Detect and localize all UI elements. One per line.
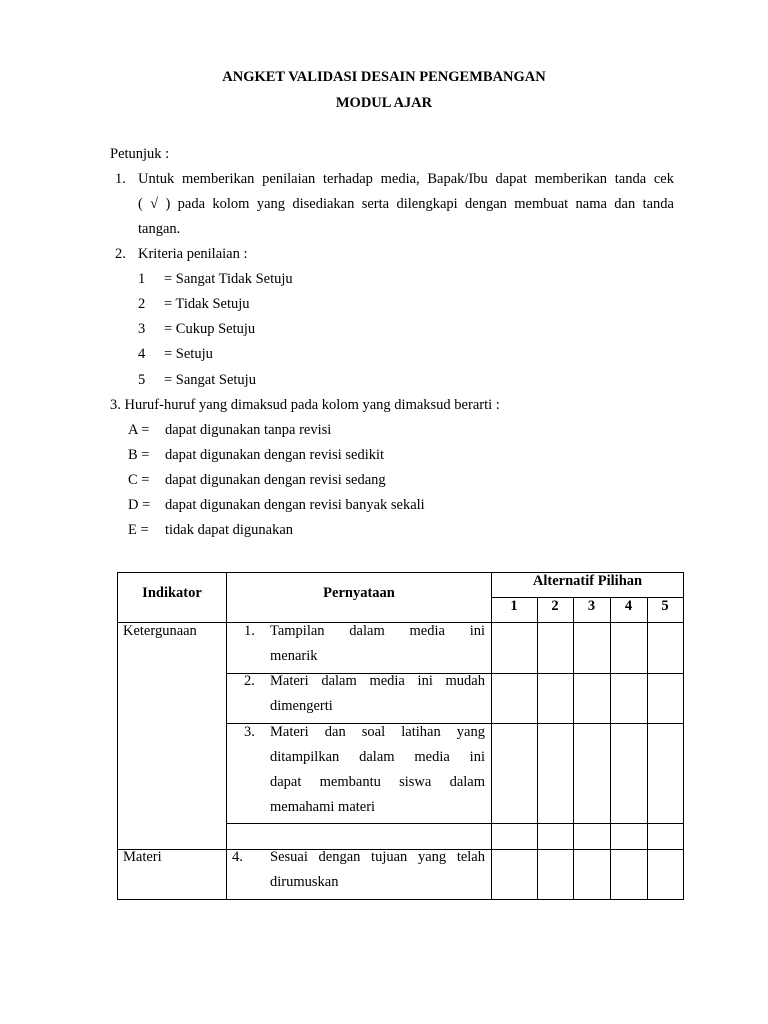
column-header-indikator: Indikator (142, 585, 202, 601)
statement-line: dapat membantu siswa dalam (270, 774, 485, 790)
instruction-1-number: 1. (115, 171, 126, 187)
statement-line: menarik (270, 648, 318, 664)
letter-text: dapat digunakan dengan revisi sedikit (165, 447, 385, 463)
letter-text: dapat digunakan tanpa revisi (165, 422, 332, 438)
criteria-number: 5 (138, 372, 146, 388)
table-rule (226, 572, 227, 900)
letter-key: C = (128, 472, 150, 488)
option-header: 3 (587, 598, 596, 614)
column-header-alternatif: Alternatif Pilihan (532, 573, 643, 589)
letter-key: E = (128, 522, 149, 538)
criteria-item (0, 270, 768, 288)
criteria-item (0, 320, 768, 338)
instruction-1-line1: Untuk memberikan penilaian terhadap media, Bapak/Ibu dapat memberikan tanda cek (138, 171, 674, 187)
statement-line: Sesuai dengan tujuan yang telah (270, 849, 485, 865)
statement-number: 2. (244, 673, 255, 689)
table-rule (647, 597, 648, 900)
table-border-bottom (117, 899, 684, 900)
statement-line: Materi dalam media ini mudah (270, 673, 485, 689)
option-header: 2 (551, 598, 559, 614)
criteria-text: = Sangat Setuju (164, 372, 256, 388)
statement-text (270, 619, 485, 669)
letter-text: dapat digunakan dengan revisi banyak sekali (165, 497, 425, 513)
criteria-text: = Sangat Tidak Setuju (164, 271, 293, 287)
criteria-text: = Setuju (164, 346, 213, 362)
document-title-line2: MODUL AJAR (335, 95, 433, 111)
table-border-left (117, 572, 118, 900)
instructions-heading: Petunjuk : (110, 146, 170, 162)
table-rule (573, 597, 574, 900)
table-border-right (683, 572, 684, 900)
statement-line: Materi dan soal latihan yang (270, 724, 485, 740)
letter-key: D = (128, 497, 151, 513)
statement-number: 3. (244, 724, 255, 740)
criteria-number: 1 (138, 271, 146, 287)
option-header: 5 (661, 598, 669, 614)
instruction-2-text: Kriteria penilaian : (138, 246, 248, 262)
criteria-item (0, 345, 768, 363)
table-rule (537, 597, 538, 900)
table-rule (491, 572, 492, 900)
statement-line: dirumuskan (270, 874, 339, 890)
statement-line: ditampilkan dalam media ini (270, 749, 485, 765)
letter-item (0, 471, 768, 489)
statement-number: 4. (232, 849, 243, 865)
table-rule (610, 597, 611, 900)
statement-number: 1. (244, 623, 255, 639)
statement-text (270, 720, 485, 820)
statement-line: memahami materi (270, 799, 376, 815)
letter-key: A = (128, 422, 150, 438)
criteria-item (0, 371, 768, 389)
criteria-number: 3 (138, 321, 146, 337)
letter-text: dapat digunakan dengan revisi sedang (165, 472, 386, 488)
letter-text: tidak dapat digunakan (165, 522, 294, 538)
criteria-number: 4 (138, 346, 146, 362)
letter-item (0, 521, 768, 539)
indicator-label: Materi (123, 849, 162, 865)
option-header: 1 (510, 598, 518, 614)
table-rule (226, 823, 684, 824)
criteria-text: = Cukup Setuju (164, 321, 256, 337)
letter-key: B = (128, 447, 150, 463)
statement-line: Tampilan dalam media ini (270, 623, 485, 639)
letter-item (0, 446, 768, 464)
letter-item (0, 421, 768, 439)
letter-item (0, 496, 768, 514)
instruction-3-text: 3. Huruf-huruf yang dimaksud pada kolom yang dimaksud berarti : (110, 397, 500, 413)
document-title-line1: ANGKET VALIDASI DESAIN PENGEMBANGAN (222, 69, 546, 85)
criteria-item (0, 295, 768, 313)
instruction-2-number: 2. (115, 246, 126, 262)
criteria-text: = Tidak Setuju (164, 296, 250, 312)
criteria-number: 2 (138, 296, 146, 312)
column-header-pernyataan: Pernyataan (323, 585, 395, 601)
option-header: 4 (624, 598, 633, 614)
instruction-1-line3: tangan. (138, 221, 181, 237)
instruction-1-line2: ( √ ) pada kolom yang disediakan serta dilengkapi dengan membuat nama dan tanda (138, 196, 674, 212)
statement-line: dimengerti (270, 698, 333, 714)
indicator-label: Ketergunaan (123, 623, 197, 639)
statement-text (270, 845, 485, 895)
statement-text (270, 669, 485, 719)
